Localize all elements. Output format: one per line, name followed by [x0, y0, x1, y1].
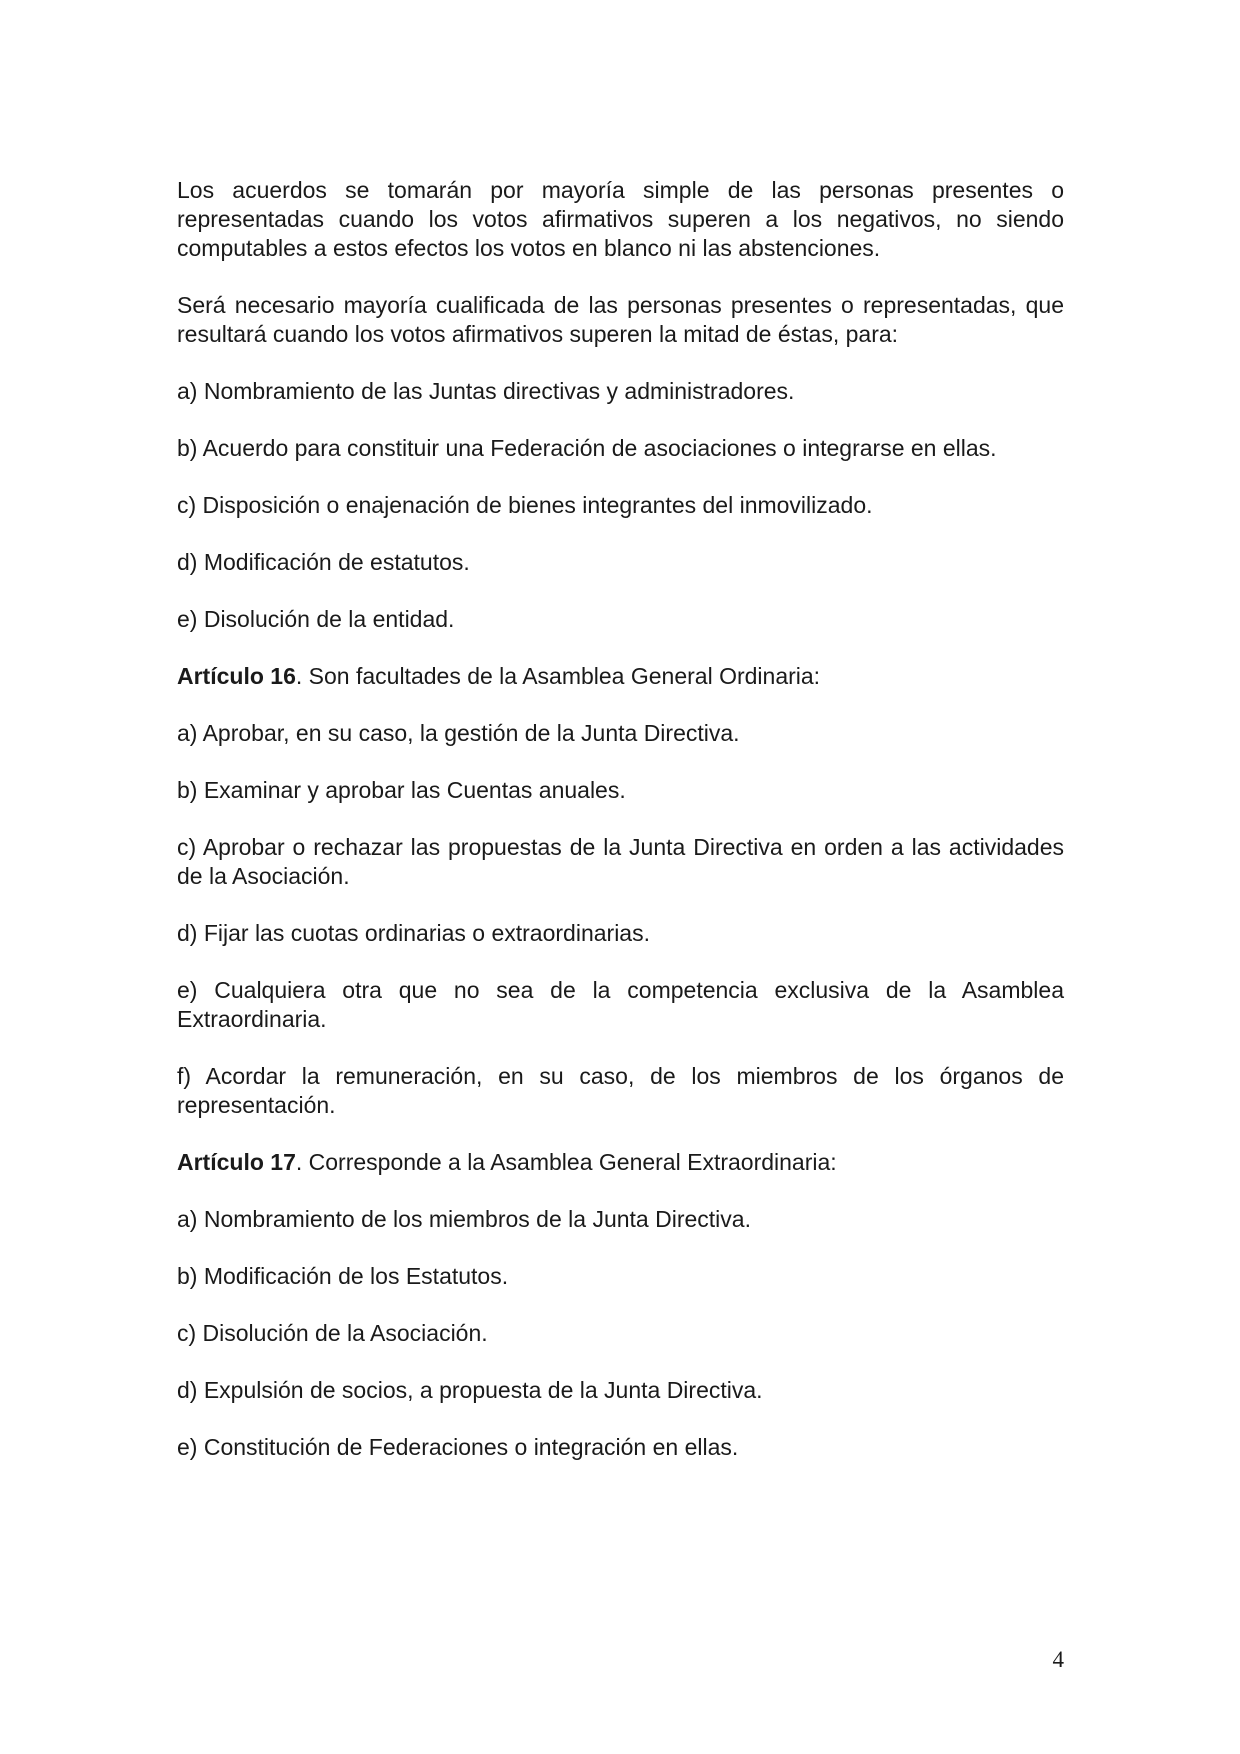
list-item: d) Fijar las cuotas ordinarias o extraordinarias.: [177, 920, 650, 946]
list-item: f) Acordar la remuneración, en su caso, de los miembros de los órganos de representación.: [177, 1063, 1064, 1118]
list-item: e) Cualquiera otra que no sea de la competencia exclusiva de la Asamblea Extraordinaria.: [177, 977, 1064, 1032]
document-body: [177, 176, 1064, 1490]
list-item: d) Expulsión de socios, a propuesta de la Junta Directiva.: [177, 1377, 763, 1403]
paragraph-majority-simple: Los acuerdos se tomarán por mayoría simple de las personas presentes o representadas cuando los votos afirmativos superen a los negativos, no siendo computables a estos efectos los votos en blanco ni las abstenciones.: [177, 177, 1064, 261]
list-item: c) Aprobar o rechazar las propuestas de la Junta Directiva en orden a las actividades de la Asociación.: [177, 834, 1064, 889]
list-item: b) Modificación de los Estatutos.: [177, 1263, 509, 1289]
article-16-heading: Artículo 16: [177, 663, 296, 689]
list-item: d) Modificación de estatutos.: [177, 549, 470, 575]
list-item: b) Examinar y aprobar las Cuentas anuales.: [177, 777, 626, 803]
paragraph-majority-qualified: Será necesario mayoría cualificada de las personas presentes o representadas, que resultará cuando los votos afirmativos superen la mitad de éstas, para:: [177, 292, 1064, 347]
list-item: e) Disolución de la entidad.: [177, 606, 455, 632]
list-item: a) Nombramiento de los miembros de la Junta Directiva.: [177, 1206, 751, 1232]
list-item: e) Constitución de Federaciones o integración en ellas.: [177, 1434, 739, 1460]
article-16-intro-text: . Son facultades de la Asamblea General Ordinaria:: [295, 663, 821, 689]
list-item: a) Aprobar, en su caso, la gestión de la Junta Directiva.: [177, 720, 740, 746]
article-17-heading: Artículo 17: [177, 1149, 296, 1175]
page-number: 4: [1052, 1647, 1064, 1672]
list-item: b) Acuerdo para constituir una Federación de asociaciones o integrarse en ellas.: [177, 435, 997, 461]
article-17-intro: [177, 1148, 1064, 1177]
list-item: c) Disolución de la Asociación.: [177, 1320, 488, 1346]
list-item: c) Disposición o enajenación de bienes integrantes del inmovilizado.: [177, 492, 873, 518]
article-16-intro: [177, 662, 1064, 691]
list-item: a) Nombramiento de las Juntas directivas y administradores.: [177, 378, 795, 404]
article-17-intro-text: . Corresponde a la Asamblea General Extraordinaria:: [295, 1149, 837, 1175]
